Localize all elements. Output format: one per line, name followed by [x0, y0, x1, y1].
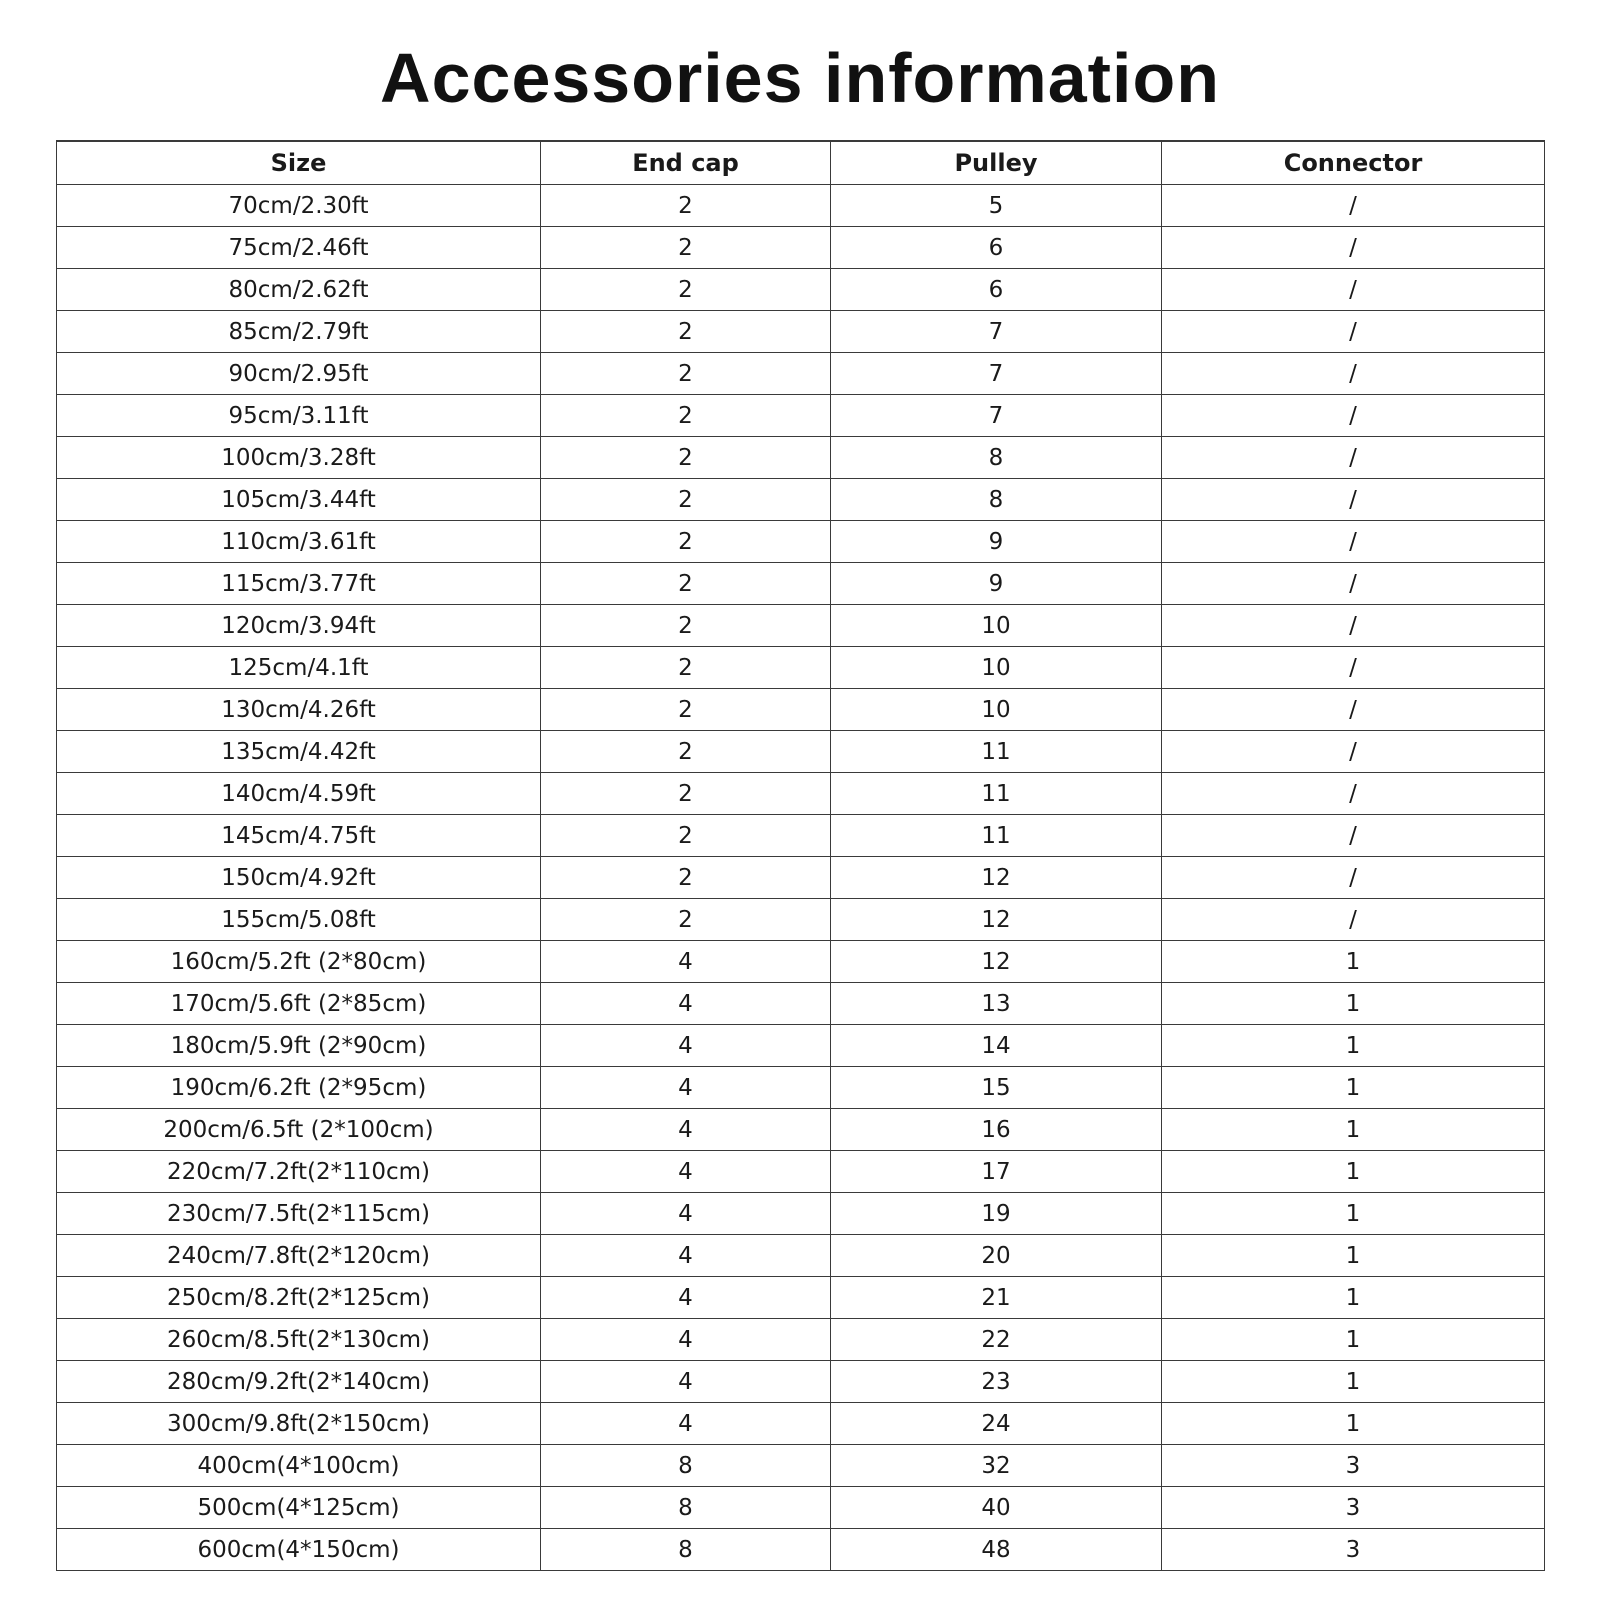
cell-connector: / [1162, 269, 1545, 311]
cell-size: 100cm/3.28ft [57, 437, 541, 479]
cell-end-cap: 8 [541, 1445, 831, 1487]
table-body [57, 185, 1545, 1571]
cell-connector: 3 [1162, 1445, 1545, 1487]
cell-connector: / [1162, 689, 1545, 731]
cell-size: 250cm/8.2ft(2*125cm) [57, 1277, 541, 1319]
cell-size: 400cm(4*100cm) [57, 1445, 541, 1487]
cell-connector: 1 [1162, 1067, 1545, 1109]
cell-connector: 1 [1162, 1109, 1545, 1151]
cell-connector: / [1162, 437, 1545, 479]
table-row [57, 1109, 1545, 1151]
table-row [57, 353, 1545, 395]
cell-connector: / [1162, 521, 1545, 563]
cell-pulley: 21 [831, 1277, 1162, 1319]
cell-end-cap: 4 [541, 1025, 831, 1067]
cell-size: 170cm/5.6ft (2*85cm) [57, 983, 541, 1025]
cell-size: 190cm/6.2ft (2*95cm) [57, 1067, 541, 1109]
cell-size: 240cm/7.8ft(2*120cm) [57, 1235, 541, 1277]
cell-end-cap: 2 [541, 815, 831, 857]
cell-connector: 1 [1162, 1193, 1545, 1235]
cell-size: 80cm/2.62ft [57, 269, 541, 311]
table-row [57, 1487, 1545, 1529]
cell-end-cap: 2 [541, 857, 831, 899]
cell-pulley: 16 [831, 1109, 1162, 1151]
cell-pulley: 6 [831, 227, 1162, 269]
cell-pulley: 13 [831, 983, 1162, 1025]
cell-size: 300cm/9.8ft(2*150cm) [57, 1403, 541, 1445]
table-header-row [57, 141, 1545, 185]
cell-pulley: 10 [831, 605, 1162, 647]
cell-size: 95cm/3.11ft [57, 395, 541, 437]
cell-pulley: 7 [831, 395, 1162, 437]
cell-pulley: 8 [831, 479, 1162, 521]
cell-end-cap: 4 [541, 1067, 831, 1109]
cell-pulley: 22 [831, 1319, 1162, 1361]
accessories-table-container [56, 140, 1544, 1571]
cell-connector: / [1162, 857, 1545, 899]
cell-end-cap: 4 [541, 1361, 831, 1403]
cell-size: 200cm/6.5ft (2*100cm) [57, 1109, 541, 1151]
cell-connector: / [1162, 185, 1545, 227]
cell-connector: 1 [1162, 1235, 1545, 1277]
cell-pulley: 11 [831, 731, 1162, 773]
cell-size: 180cm/5.9ft (2*90cm) [57, 1025, 541, 1067]
cell-connector: 1 [1162, 1151, 1545, 1193]
cell-size: 140cm/4.59ft [57, 773, 541, 815]
cell-connector: 1 [1162, 1319, 1545, 1361]
cell-pulley: 7 [831, 353, 1162, 395]
cell-end-cap: 2 [541, 773, 831, 815]
cell-connector: 1 [1162, 1403, 1545, 1445]
cell-end-cap: 4 [541, 983, 831, 1025]
cell-end-cap: 2 [541, 479, 831, 521]
cell-size: 75cm/2.46ft [57, 227, 541, 269]
cell-connector: / [1162, 227, 1545, 269]
table-row [57, 1445, 1545, 1487]
cell-connector: / [1162, 899, 1545, 941]
table-row [57, 563, 1545, 605]
cell-connector: / [1162, 647, 1545, 689]
cell-pulley: 40 [831, 1487, 1162, 1529]
cell-pulley: 32 [831, 1445, 1162, 1487]
cell-pulley: 19 [831, 1193, 1162, 1235]
cell-size: 230cm/7.5ft(2*115cm) [57, 1193, 541, 1235]
cell-pulley: 12 [831, 857, 1162, 899]
table-row [57, 395, 1545, 437]
cell-size: 110cm/3.61ft [57, 521, 541, 563]
cell-end-cap: 2 [541, 185, 831, 227]
cell-end-cap: 2 [541, 227, 831, 269]
table-row [57, 1193, 1545, 1235]
cell-pulley: 12 [831, 899, 1162, 941]
cell-end-cap: 2 [541, 731, 831, 773]
cell-size: 125cm/4.1ft [57, 647, 541, 689]
table-row [57, 605, 1545, 647]
page-title: Accessories information [380, 39, 1220, 117]
table-row [57, 185, 1545, 227]
table-row [57, 857, 1545, 899]
cell-end-cap: 2 [541, 563, 831, 605]
table-row [57, 1277, 1545, 1319]
table-row [57, 521, 1545, 563]
cell-connector: / [1162, 773, 1545, 815]
column-header-pulley: Pulley [831, 141, 1162, 185]
cell-end-cap: 4 [541, 1151, 831, 1193]
cell-size: 220cm/7.2ft(2*110cm) [57, 1151, 541, 1193]
cell-end-cap: 2 [541, 437, 831, 479]
cell-connector: / [1162, 605, 1545, 647]
cell-size: 155cm/5.08ft [57, 899, 541, 941]
cell-size: 70cm/2.30ft [57, 185, 541, 227]
cell-size: 260cm/8.5ft(2*130cm) [57, 1319, 541, 1361]
cell-size: 90cm/2.95ft [57, 353, 541, 395]
cell-size: 600cm(4*150cm) [57, 1529, 541, 1571]
cell-size: 120cm/3.94ft [57, 605, 541, 647]
cell-size: 280cm/9.2ft(2*140cm) [57, 1361, 541, 1403]
cell-connector: 1 [1162, 983, 1545, 1025]
table-row [57, 437, 1545, 479]
table-row [57, 1361, 1545, 1403]
accessories-table [56, 140, 1545, 1571]
cell-end-cap: 2 [541, 689, 831, 731]
table-row [57, 1235, 1545, 1277]
cell-pulley: 7 [831, 311, 1162, 353]
cell-pulley: 20 [831, 1235, 1162, 1277]
table-row [57, 941, 1545, 983]
cell-end-cap: 4 [541, 1193, 831, 1235]
table-row [57, 227, 1545, 269]
table-row [57, 1151, 1545, 1193]
cell-end-cap: 4 [541, 1277, 831, 1319]
column-header-end-cap: End cap [541, 141, 831, 185]
cell-end-cap: 4 [541, 941, 831, 983]
cell-pulley: 6 [831, 269, 1162, 311]
cell-pulley: 12 [831, 941, 1162, 983]
table-row [57, 311, 1545, 353]
cell-pulley: 11 [831, 815, 1162, 857]
cell-size: 115cm/3.77ft [57, 563, 541, 605]
cell-connector: / [1162, 395, 1545, 437]
cell-connector: / [1162, 311, 1545, 353]
table-row [57, 899, 1545, 941]
cell-pulley: 15 [831, 1067, 1162, 1109]
column-header-size: Size [57, 141, 541, 185]
cell-end-cap: 2 [541, 353, 831, 395]
cell-connector: 3 [1162, 1487, 1545, 1529]
cell-end-cap: 2 [541, 395, 831, 437]
table-row [57, 479, 1545, 521]
cell-size: 145cm/4.75ft [57, 815, 541, 857]
cell-end-cap: 2 [541, 605, 831, 647]
cell-size: 135cm/4.42ft [57, 731, 541, 773]
cell-pulley: 10 [831, 689, 1162, 731]
cell-pulley: 9 [831, 563, 1162, 605]
cell-connector: 1 [1162, 1025, 1545, 1067]
cell-end-cap: 8 [541, 1529, 831, 1571]
cell-end-cap: 2 [541, 311, 831, 353]
table-row [57, 815, 1545, 857]
cell-size: 130cm/4.26ft [57, 689, 541, 731]
table-row [57, 773, 1545, 815]
cell-connector: 3 [1162, 1529, 1545, 1571]
cell-connector: 1 [1162, 1277, 1545, 1319]
cell-end-cap: 4 [541, 1109, 831, 1151]
cell-pulley: 14 [831, 1025, 1162, 1067]
cell-end-cap: 2 [541, 647, 831, 689]
cell-connector: / [1162, 731, 1545, 773]
cell-end-cap: 4 [541, 1319, 831, 1361]
cell-connector: / [1162, 815, 1545, 857]
cell-end-cap: 2 [541, 269, 831, 311]
cell-end-cap: 4 [541, 1403, 831, 1445]
cell-pulley: 8 [831, 437, 1162, 479]
cell-size: 85cm/2.79ft [57, 311, 541, 353]
table-row [57, 1319, 1545, 1361]
table-row [57, 1067, 1545, 1109]
cell-connector: / [1162, 353, 1545, 395]
cell-connector: 1 [1162, 941, 1545, 983]
table-row [57, 731, 1545, 773]
cell-end-cap: 8 [541, 1487, 831, 1529]
cell-connector: / [1162, 479, 1545, 521]
cell-size: 160cm/5.2ft (2*80cm) [57, 941, 541, 983]
cell-pulley: 5 [831, 185, 1162, 227]
table-row [57, 647, 1545, 689]
cell-pulley: 11 [831, 773, 1162, 815]
table-row [57, 1403, 1545, 1445]
table-row [57, 689, 1545, 731]
cell-size: 105cm/3.44ft [57, 479, 541, 521]
table-row [57, 269, 1545, 311]
cell-pulley: 10 [831, 647, 1162, 689]
table-row [57, 1025, 1545, 1067]
table-row [57, 983, 1545, 1025]
column-header-connector: Connector [1162, 141, 1545, 185]
cell-size: 500cm(4*125cm) [57, 1487, 541, 1529]
cell-pulley: 9 [831, 521, 1162, 563]
cell-pulley: 17 [831, 1151, 1162, 1193]
cell-pulley: 23 [831, 1361, 1162, 1403]
cell-end-cap: 2 [541, 521, 831, 563]
cell-connector: 1 [1162, 1361, 1545, 1403]
cell-size: 150cm/4.92ft [57, 857, 541, 899]
cell-end-cap: 4 [541, 1235, 831, 1277]
cell-pulley: 48 [831, 1529, 1162, 1571]
cell-end-cap: 2 [541, 899, 831, 941]
cell-pulley: 24 [831, 1403, 1162, 1445]
table-row [57, 1529, 1545, 1571]
cell-connector: / [1162, 563, 1545, 605]
